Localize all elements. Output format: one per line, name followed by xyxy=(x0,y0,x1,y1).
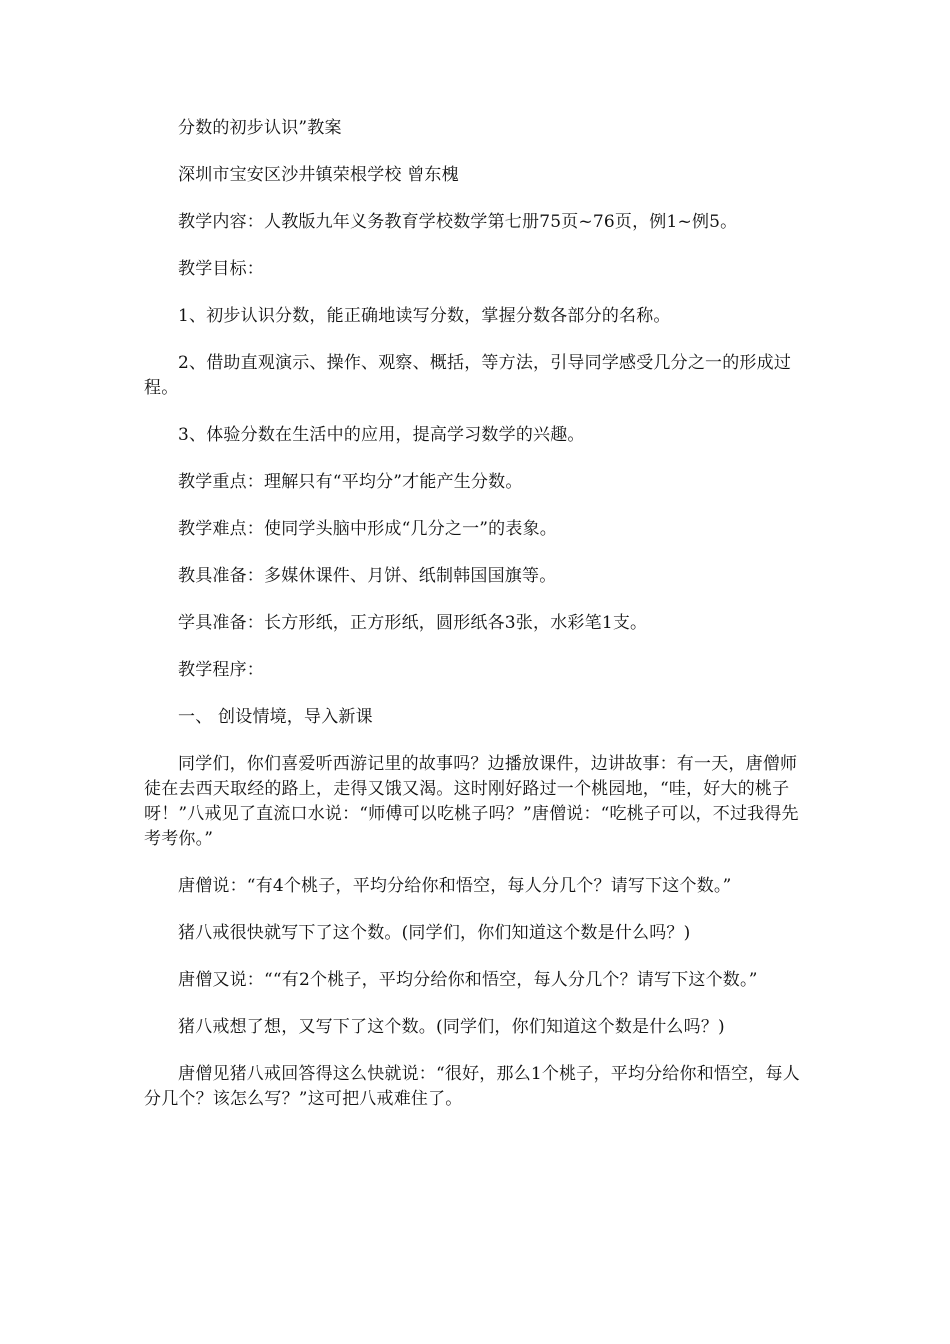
goal-item-1: 1、初步认识分数，能正确地读写分数，掌握分数各部分的名称。 xyxy=(178,306,671,326)
student-tools: 学具准备：长方形纸，正方形纸，圆形纸各3张，水彩笔1支。 xyxy=(178,613,648,633)
story-paragraph: 唐僧说：“有4个桃子，平均分给你和悟空，每人分几个？请写下这个数。” xyxy=(178,876,732,896)
teaching-content: 教学内容：人教版九年义务教育学校数学第七册75页~76页，例1~例5。 xyxy=(178,212,738,232)
story-paragraph: 唐僧又说：““有2个桃子，平均分给你和悟空，每人分几个？请写下这个数。” xyxy=(178,970,758,990)
procedure-heading: 教学程序： xyxy=(178,660,264,680)
goals-heading: 教学目标： xyxy=(178,259,264,279)
document-body xyxy=(144,116,806,1134)
section-one-heading: 一、 创设情境，导入新课 xyxy=(178,707,373,727)
difficulty: 教学难点：使同学头脑中形成“几分之一”的表象。 xyxy=(178,519,557,539)
teacher-tools: 教具准备：多媒休课件、月饼、纸制韩国国旗等。 xyxy=(178,566,557,586)
goal-item-3: 3、体验分数在生活中的应用，提高学习数学的兴趣。 xyxy=(178,425,585,445)
key-point: 教学重点：理解只有“平均分”才能产生分数。 xyxy=(178,472,523,492)
document-title: 分数的初步认识”教案 xyxy=(178,118,342,138)
story-paragraph: 同学们，你们喜爱听西游记里的故事吗？边播放课件，边讲故事：有一天，唐僧师徒在去西天取经的路上，走得又饿又渴。这时刚好路过一个桃园地，“哇，好大的桃子呀！”八戒见了直流口水说：“师傅可以吃桃子吗？”唐僧说：“吃桃子可以，不过我得先考考你。” xyxy=(144,754,799,849)
author-line: 深圳市宝安区沙井镇荣根学校 曾东槐 xyxy=(178,165,459,185)
story-paragraph: 猪八戒很快就写下了这个数。(同学们，你们知道这个数是什么吗？) xyxy=(178,923,691,943)
story-paragraph: 猪八戒想了想，又写下了这个数。(同学们，你们知道这个数是什么吗？) xyxy=(178,1017,725,1037)
goal-item-2: 2、借助直观演示、操作、观察、概括，等方法，引导同学感受几分之一的形成过程。 xyxy=(144,353,792,398)
story-paragraph: 唐僧见猪八戒回答得这么快就说：“很好，那么1个桃子，平均分给你和悟空，每人分几个？该怎么写？”这可把八戒难住了。 xyxy=(144,1064,800,1109)
